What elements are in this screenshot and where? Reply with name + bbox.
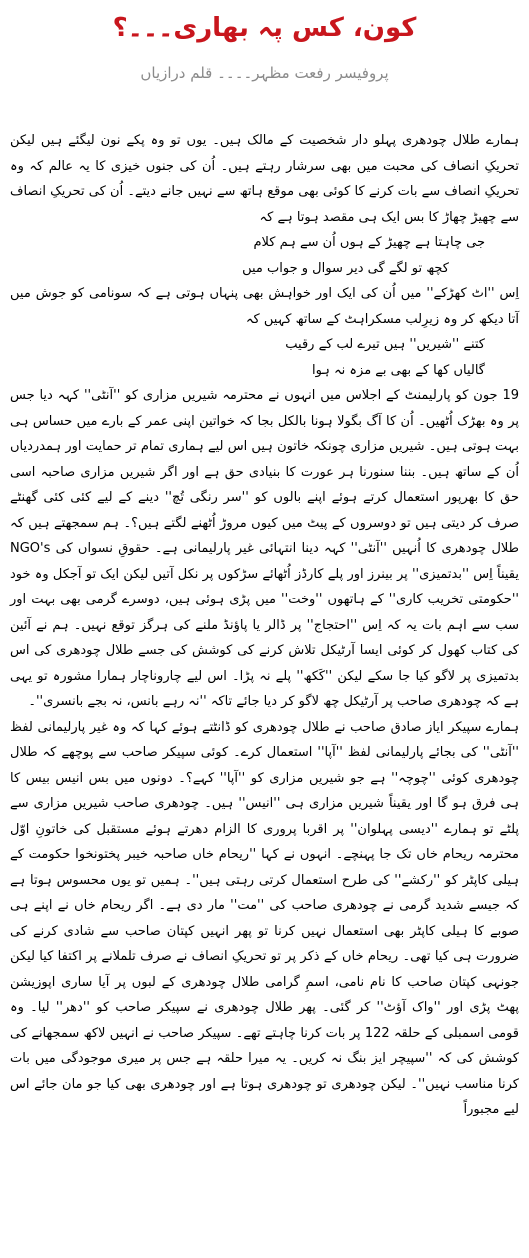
paragraph-1: ہمارے طلال چودھری پہلو دار شخصیت کے مالک ہیں۔ یوں تو وہ پکے نون لیگئے ہیں لیکن تحریکِ انصاف کی محبت میں بھی سرشار رہتے ہیں۔ اُن کی جنوں خیزی کا یہ عالم کہ وہ تحریکِ انصاف سے بات کرنے کا کوئی بھی موقع ہاتھ سے نہیں جانے دیتے۔ اُن کی تحریکِ انصاف سے چھیڑ چھاڑ کا بس ایک ہی مقصد ہوتا ہے کہ bbox=[10, 133, 519, 225]
paragraph-2: اِس ''اٹ کھڑکے'' میں اُن کی ایک اور خواہش بھی پنہاں ہوتی ہے کہ سونامی کو جوش میں آتا دیکھ کر وہ زیرِلب مسکراہٹ کے ساتھ کہیں کہ bbox=[10, 286, 519, 327]
paragraph-4: ہمارے سپیکر ایاز صادق صاحب نے طلال چودھری کو ڈانٹتے ہوئے کہا کہ وہ غیر پارلیمانی لفظ ''آنٹی'' کی بجائے پارلیمانی لفظ ''آپا'' استعمال کرے۔ کوئی سپیکر صاحب سے پوچھے کہ طلال چودھری کوئی ''چوچہ'' ہے جو شیریں مزاری کو ''آپا'' کہے؟۔ دونوں میں بس انیس بیس کا ہی فرق ہو گا اور یقیناً شیریں مزاری ہی ''انیس'' ہیں۔ چودھری صاحب شیریں مزاری سے پلٹے تو ہمارے ''دیسی پہلوان'' پر اقربا پروری کا الزام دھرتے ہوئے مستقبل کی خاتونِ اوّل محترمہ ریحام خاں تک جا پہنچے۔ انہوں نے کہا ''ریحام خاں صاحبہ خیبر پختونخوا حکومت کے ہیلی کاپٹر کو ''رکشے'' کی طرح استعمال کرتی رہتی ہیں''۔ ہمیں تو یوں محسوس ہوتا ہے کہ جیسے شدید گرمی نے چودھری صاحب کی ''مت'' مار دی ہے۔ اگر ریحام خاں نے اپنے ہی صوبے کا ہیلی کاپٹر بھی استعمال نہیں کرنا تو پھر انہیں کپتان صاحب سے شادی کرنے کی ضرورت ہی کیا تھی۔ ریحام خاں کے ذکر پر تو تحریکِ انصاف نے صرف تلملانے پر اکتفا کیا لیکن جونہی کپتان صاحب کا نام نامی، اسمِ گرامی طلال چودھری کے لبوں پر آیا ساری اپوزیشن پھٹ پڑی اور ''واک آؤٹ'' کر گئی۔ پھر طلال چودھری نے سپیکر صاحب کو ''دھر'' لیا۔ وہ قومی اسمبلی کے حلقہ 122 پر بات کرنا چاہتے تھے۔ سپیکر صاحب نے انہیں لاکھ سمجھانے کی کوشش کی کہ ''سپیچر ایز بنگ نہ کریں۔ یہ میرا حلقہ ہے جس پر میری موجودگی میں بات کرنا مناسب نہیں''۔ لیکن چودھری تو چودھری ہوتا ہے اور چودھری بھی کیا جو مان جائے اس لیے مجبوراً bbox=[10, 719, 519, 1117]
verse-line: کچھ تو لگے گی دیر سوال و جواب میں bbox=[242, 260, 449, 276]
article-title: کون، کس پہ بھاری۔۔۔؟ bbox=[112, 13, 417, 43]
verse-line: جی چاہتا ہے چھیڑ کے ہوں اُن سے ہم کلام bbox=[253, 235, 485, 250]
article-body bbox=[10, 128, 519, 1123]
verse-line: کتنے ''شیریں'' ہیں تیرے لب کے رقیب bbox=[285, 337, 485, 352]
paragraph-3: 19 جون کو پارلیمنٹ کے اجلاس میں انہوں نے محترمہ شیریں مزاری کو ''آنٹی'' کہہ دیا جس پر وہ بھڑک اُٹھیں۔ اُن کا آگ بگولا ہونا بالکل بجا کہ خواتین اپنی عمر کے بارے میں حساس ہی بہت ہوتی ہیں۔ شیریں مزاری چونکہ خاتون ہیں اس لیے ہماری تمام تر حمایت اور ہمدردیاں اُن کے ساتھ ہیں۔ بننا سنورنا ہر عورت کا بنیادی حق ہے اور اگر شیریں مزاری صاحبہ اسی حق کا بھرپور استعمال کرتے ہوئے اپنے بالوں کو ''سر رنگی تُچ'' دینے کے لیے کئی کئی گھنٹے صرف کر دیتی ہیں تو دوسروں کے پیٹ میں کیوں مروڑ اُٹھنے لگتے ہیں؟۔ ہم سمجھتے ہیں کہ طلال چودھری کا اُنہیں ''آنٹی'' کہہ دینا انتہائی غیر پارلیمانی ہے۔ حقوقِ نسواں کی NGO's یقیناً اِس ''بدتمیزی'' پر بینرز اور پلے کارڈز اُٹھائے سڑکوں پر نکل آتیں لیکن ایک تو آجکل وہ خود ''حکومتی تخریب کاری'' کے ہاتھوں ''وخت'' میں پڑی ہوئی ہیں، دوسرے گرمی بھی بہت اور سب سے اہم بات یہ کہ اِس ''احتجاج'' پر ڈالر یا پاؤنڈ ملنے کی ہرگز توقع نہیں۔ ہم نے آئین کی کتاب کھول کر کوئی ایسا آرٹیکل تلاش کرنے کی کوشش کی جسے طلال چودھری کی اس بدتمیزی پر لاگو کیا جا سکے لیکن ''کَکھ'' پلے نہ پڑا۔ اس لیے چاروناچار ہمارا مشورہ تو یہی ہے کہ چودھری صاحب پر آرٹیکل چھ لاگو کر دیا جائے تاکہ ''نہ رہے بانس، نہ بجے بانسری''۔ bbox=[10, 388, 519, 709]
verse-line: گالیاں کھا کے بھی بے مزہ نہ ہوا bbox=[311, 362, 485, 378]
article-byline: پروفیسر رفعت مظہر۔۔۔۔ قلم درازیاں bbox=[140, 64, 389, 82]
